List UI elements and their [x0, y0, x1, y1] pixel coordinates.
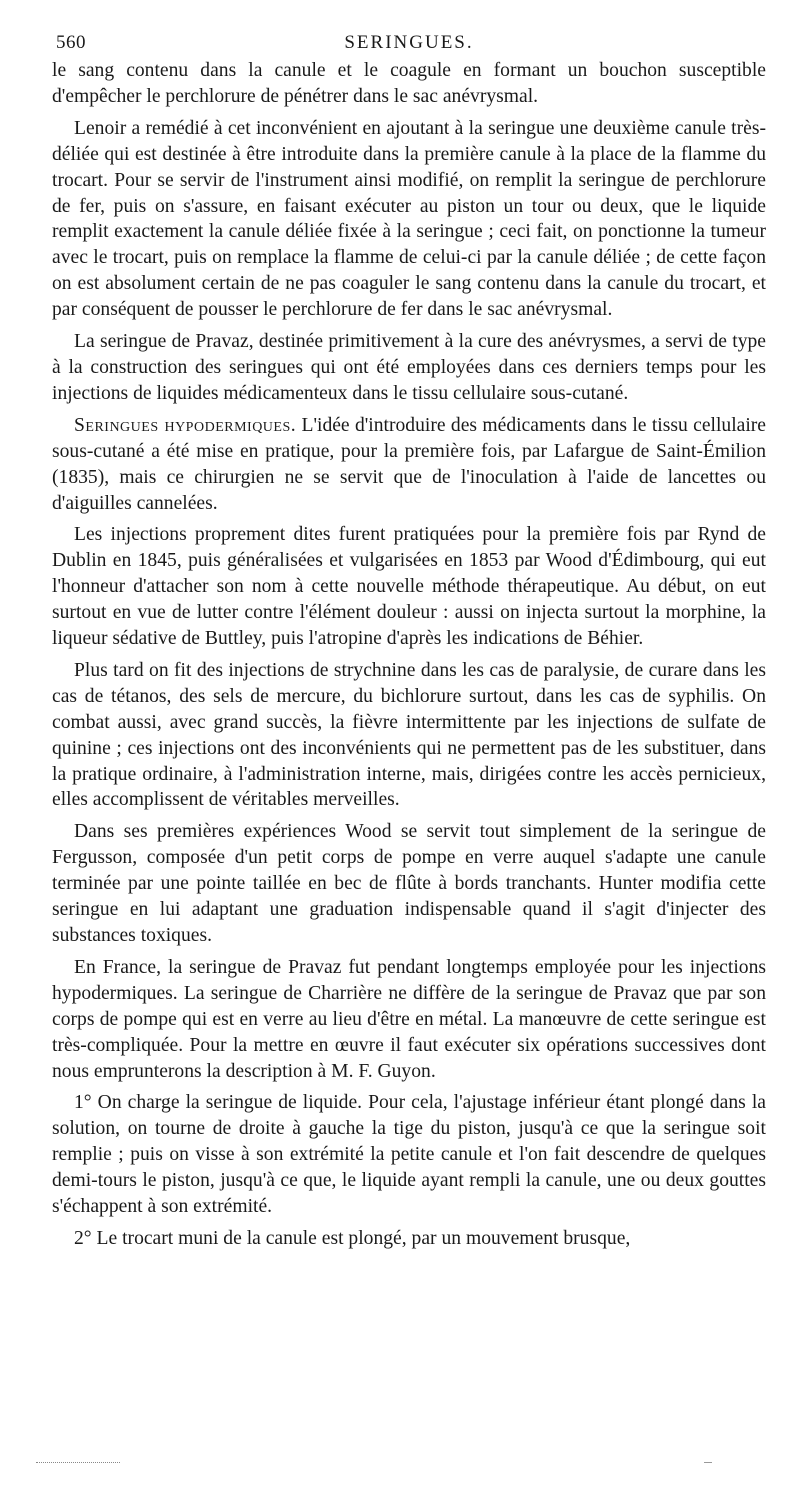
- paragraph: [52, 819, 766, 949]
- paragraph-text: En France, la seringue de Pravaz fut pendant longtemps employée pour les injections hypodermiques. La seringue de Charrière ne diffère de la seringue de Pravaz que par son corps de pompe qui est en verre au lieu d'être en métal. La manœuvre de cette seringue est très-compliquée. Pour la mettre en œuvre il faut exécuter six opérations successives dont nous emprunterons la description à M. F. Guyon.: [52, 956, 766, 1082]
- body-text: [52, 58, 766, 1252]
- section-heading: Seringues hypodermiques.: [74, 414, 297, 436]
- footer-dash: [704, 1462, 712, 1463]
- paragraph: [52, 413, 766, 517]
- paragraph-text: La seringue de Pravaz, destinée primitivement à la cure des anévrysmes, a servi de type à la construction des seringues qui ont été employées dans ces derniers temps pour les injections de liquides médicamenteux dans le tissu cellulaire sous-cutané.: [52, 331, 766, 404]
- paragraph: [52, 955, 766, 1085]
- paragraph-text: Plus tard on fit des injections de strychnine dans les cas de paralysie, de curare dans les cas de tétanos, des sels de mercure, du bichlorure surtout, dans les cas de syphilis. On combat aussi, avec grand succès, la fièvre intermittente par les injections de sulfate de quinine ; ces injections ont des inconvénients qui ne permettent pas de les substituer, dans la pratique ordinaire, à l'administration interne, mais, dirigées contre les accès pernicieux, elles accomplissent de véritables merveilles.: [52, 659, 766, 811]
- paragraph-text: Lenoir a remédié à cet inconvénient en ajoutant à la seringue une deuxième canule très-déliée qui est destinée à être introduite dans la première canule à la place de la flamme du trocart. Pour se servir de l'instrument ainsi modifié, on remplit la seringue de perchlorure de fer, puis on s'assure, en faisant exécuter au piston un tour ou deux, que le liquide remplit exactement la canule déliée fixée à la seringue ; ceci fait, on ponctionne la tumeur avec le trocart, puis on remplace la flamme de celui-ci par la canule déliée ; de cette façon on est absolument certain de ne pas coaguler le sang contenu dans la canule du trocart, et par conséquent de pousser le perchlorure de fer dans le sac anévrysmal.: [52, 117, 766, 321]
- page-number: 560: [56, 32, 86, 53]
- running-head: [52, 28, 766, 58]
- paragraph: [52, 1226, 766, 1252]
- paragraph: [52, 116, 766, 323]
- paragraph: [52, 522, 766, 652]
- paragraph-text: Dans ses premières expériences Wood se servit tout simplement de la seringue de Fergusson, composée d'un petit corps de pompe en verre auquel s'adapte une canule terminée par une pointe taillée en bec de flûte à bords tranchants. Hunter modifia cette seringue en lui adaptant une graduation indispensable quand il s'agit d'injecter des substances toxiques.: [52, 821, 766, 946]
- paragraph: [52, 329, 766, 407]
- paragraph: [52, 1090, 766, 1220]
- paragraph-text: Les injections proprement dites furent pratiquées pour la première fois par Rynd de Dublin en 1845, puis généralisées et vulgarisées en 1853 par Wood d'Édimbourg, qui eut l'honneur d'attacher son nom à cette nouvelle méthode thérapeutique. Au début, on eut surtout en vue de lutter contre l'élément douleur : aussi on injecta surtout la morphine, la liqueur sédative de Buttley, puis l'atropine d'après les indications de Béhier.: [52, 524, 766, 650]
- footer-rule: [36, 1462, 120, 1463]
- paragraph: [52, 58, 766, 110]
- paragraph-text: 2° Le trocart muni de la canule est plongé, par un mouvement brusque,: [74, 1227, 631, 1249]
- paragraph-text: le sang contenu dans la canule et le coagule en formant un bouchon susceptible d'empêcher le perchlorure de pénétrer dans le sac anévrysmal.: [52, 60, 766, 107]
- paragraph-text: 1° On charge la seringue de liquide. Pour cela, l'ajustage inférieur étant plongé dans la solution, on tourne de droite à gauche la tige du piston, jusqu'à ce que la seringue soit remplie ; puis on visse à son extrémité la petite canule et l'on fait descendre de quelques demi-tours le piston, jusqu'à ce que, le liquide ayant rempli la canule, une ou deux gouttes s'échappent à son extrémité.: [52, 1092, 766, 1218]
- paragraph: [52, 658, 766, 813]
- running-title: SERINGUES.: [344, 32, 474, 53]
- paragraph-text: L'idée d'introduire des médicaments dans le tissu cellulaire sous-cutané a été mise en pratique, pour la première fois, par Lafargue de Saint-Émilion (1835), mais ce chirurgien ne se servit que de l'inoculation à l'aide de lancettes ou d'aiguilles cannelées.: [52, 414, 767, 514]
